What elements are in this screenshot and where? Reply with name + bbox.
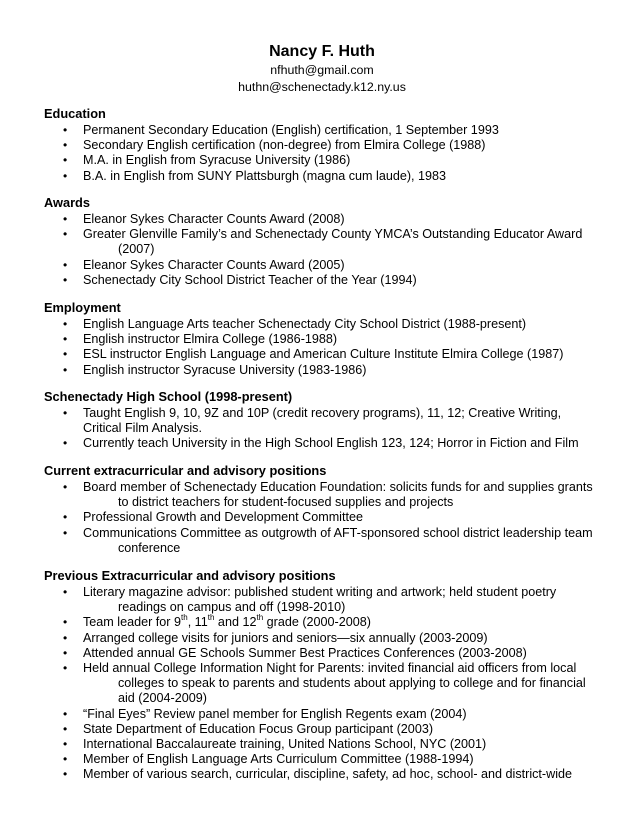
list-item: • Professional Growth and Development Committee: [44, 510, 604, 525]
team-leader-text: Team leader for 9: [83, 615, 182, 630]
list-item: • M.A. in English from Syracuse University (1986): [44, 153, 604, 168]
list-item-continuation: to district teachers for student-focused supplies and projects: [118, 495, 454, 510]
list-item: • Attended annual GE Schools Summer Best Practices Conferences (2003-2008): [44, 646, 604, 661]
previous-positions-list: [44, 585, 604, 783]
team-leader-text: grade (2000-2008): [263, 615, 371, 630]
list-item: • State Department of Education Focus Group participant (2003): [44, 722, 604, 737]
list-item: [44, 480, 604, 510]
list-item-continuation: aid (2004-2009): [118, 691, 207, 706]
resume-header: [0, 42, 638, 96]
education-section: [44, 106, 604, 184]
list-item: • Arranged college visits for juniors and seniors—six annually (2003-2009): [44, 631, 604, 646]
section-title: Previous Extracurricular and advisory positions: [44, 568, 336, 583]
list-item: • Schenectady City School District Teacher of the Year (1994): [44, 273, 604, 288]
list-item: • “Final Eyes” Review panel member for English Regents exam (2004): [44, 707, 604, 722]
list-item: • Eleanor Sykes Character Counts Award (2008): [44, 212, 604, 227]
list-item: [44, 406, 604, 436]
list-item: • Member of English Language Arts Curriculum Committee (1988-1994): [44, 752, 604, 767]
list-item-text: • Board member of Schenectady Education Foundation: solicits funds for and supplies grants: [83, 480, 593, 494]
list-item: [44, 526, 604, 556]
team-leader-text: , 11: [187, 615, 208, 630]
list-item: • International Baccalaureate training, United Nations School, NYC (2001): [44, 737, 604, 752]
list-item: • Secondary English certification (non-degree) from Elmira College (1988): [44, 138, 604, 153]
employment-list: [44, 317, 604, 378]
list-item-text: • Taught English 9, 10, 9Z and 10P (credit recovery programs), 11, 12; Creative Writing,: [83, 406, 562, 420]
section-title: Employment: [44, 300, 121, 315]
section-title: Awards: [44, 195, 90, 210]
team-leader-text: and 12: [214, 615, 257, 630]
list-item: • English instructor Syracuse University (1983-1986): [44, 363, 604, 378]
previous-positions-section: [44, 568, 604, 783]
list-item: • Member of various search, curricular, discipline, safety, ad hoc, school- and district-wide: [44, 767, 604, 782]
applicant-name: Nancy F. Huth: [269, 43, 375, 60]
ordinal-suffix: th: [207, 613, 215, 623]
list-item: • English Language Arts teacher Schenectady City School District (1988-present): [44, 317, 604, 332]
section-title: Schenectady High School (1998-present): [44, 389, 293, 404]
list-item-text: • Held annual College Information Night for Parents: invited financial aid officers from local: [83, 661, 577, 676]
schenectady-high-section: [44, 389, 604, 452]
list-item-text: • Greater Glenville Family’s and Schenectady County YMCA’s Outstanding Educator Award: [83, 227, 583, 242]
current-positions-list: [44, 480, 604, 556]
list-item: • Permanent Secondary Education (English) certification, 1 September 1993: [44, 123, 604, 138]
list-item-continuation: readings on campus and off (1998-2010): [118, 600, 346, 615]
list-item: [44, 227, 604, 257]
awards-list: [44, 212, 604, 288]
list-item-continuation: (2007): [118, 242, 155, 257]
shs-list: [44, 406, 604, 452]
list-item: • B.A. in English from SUNY Plattsburgh (magna cum laude), 1983: [44, 169, 604, 184]
ordinal-suffix: th: [181, 613, 188, 623]
section-title: Current extracurricular and advisory positions: [44, 463, 327, 478]
list-item-text: • Literary magazine advisor: published student writing and artwork; held student poetry: [83, 585, 557, 599]
email-primary: nfhuth@gmail.com: [270, 63, 374, 77]
list-item: • English instructor Elmira College (1986-1988): [44, 332, 604, 347]
section-title: Education: [44, 106, 106, 121]
current-positions-section: [44, 463, 604, 556]
awards-section: [44, 195, 604, 288]
list-item: • ESL instructor English Language and American Culture Institute Elmira College (1987): [44, 347, 604, 362]
list-item: [44, 661, 604, 707]
ordinal-suffix: th: [256, 613, 264, 623]
list-item-continuation: colleges to speak to parents and students about applying to college and for financial: [118, 676, 586, 691]
list-item-text: • Communications Committee as outgrowth of AFT-sponsored school district leadership team: [83, 525, 593, 540]
list-item-continuation: conference: [118, 540, 181, 555]
list-item: • Currently teach University in the High School English 123, 124; Horror in Fiction and Film: [44, 436, 604, 451]
list-item: • Eleanor Sykes Character Counts Award (2005): [44, 258, 604, 273]
list-item-continuation: Critical Film Analysis.: [83, 421, 202, 436]
employment-section: [44, 300, 604, 378]
list-item: [44, 585, 604, 615]
education-list: [44, 123, 604, 184]
list-item: [44, 615, 604, 630]
email-secondary: huthn@schenectady.k12.ny.us: [238, 80, 406, 94]
